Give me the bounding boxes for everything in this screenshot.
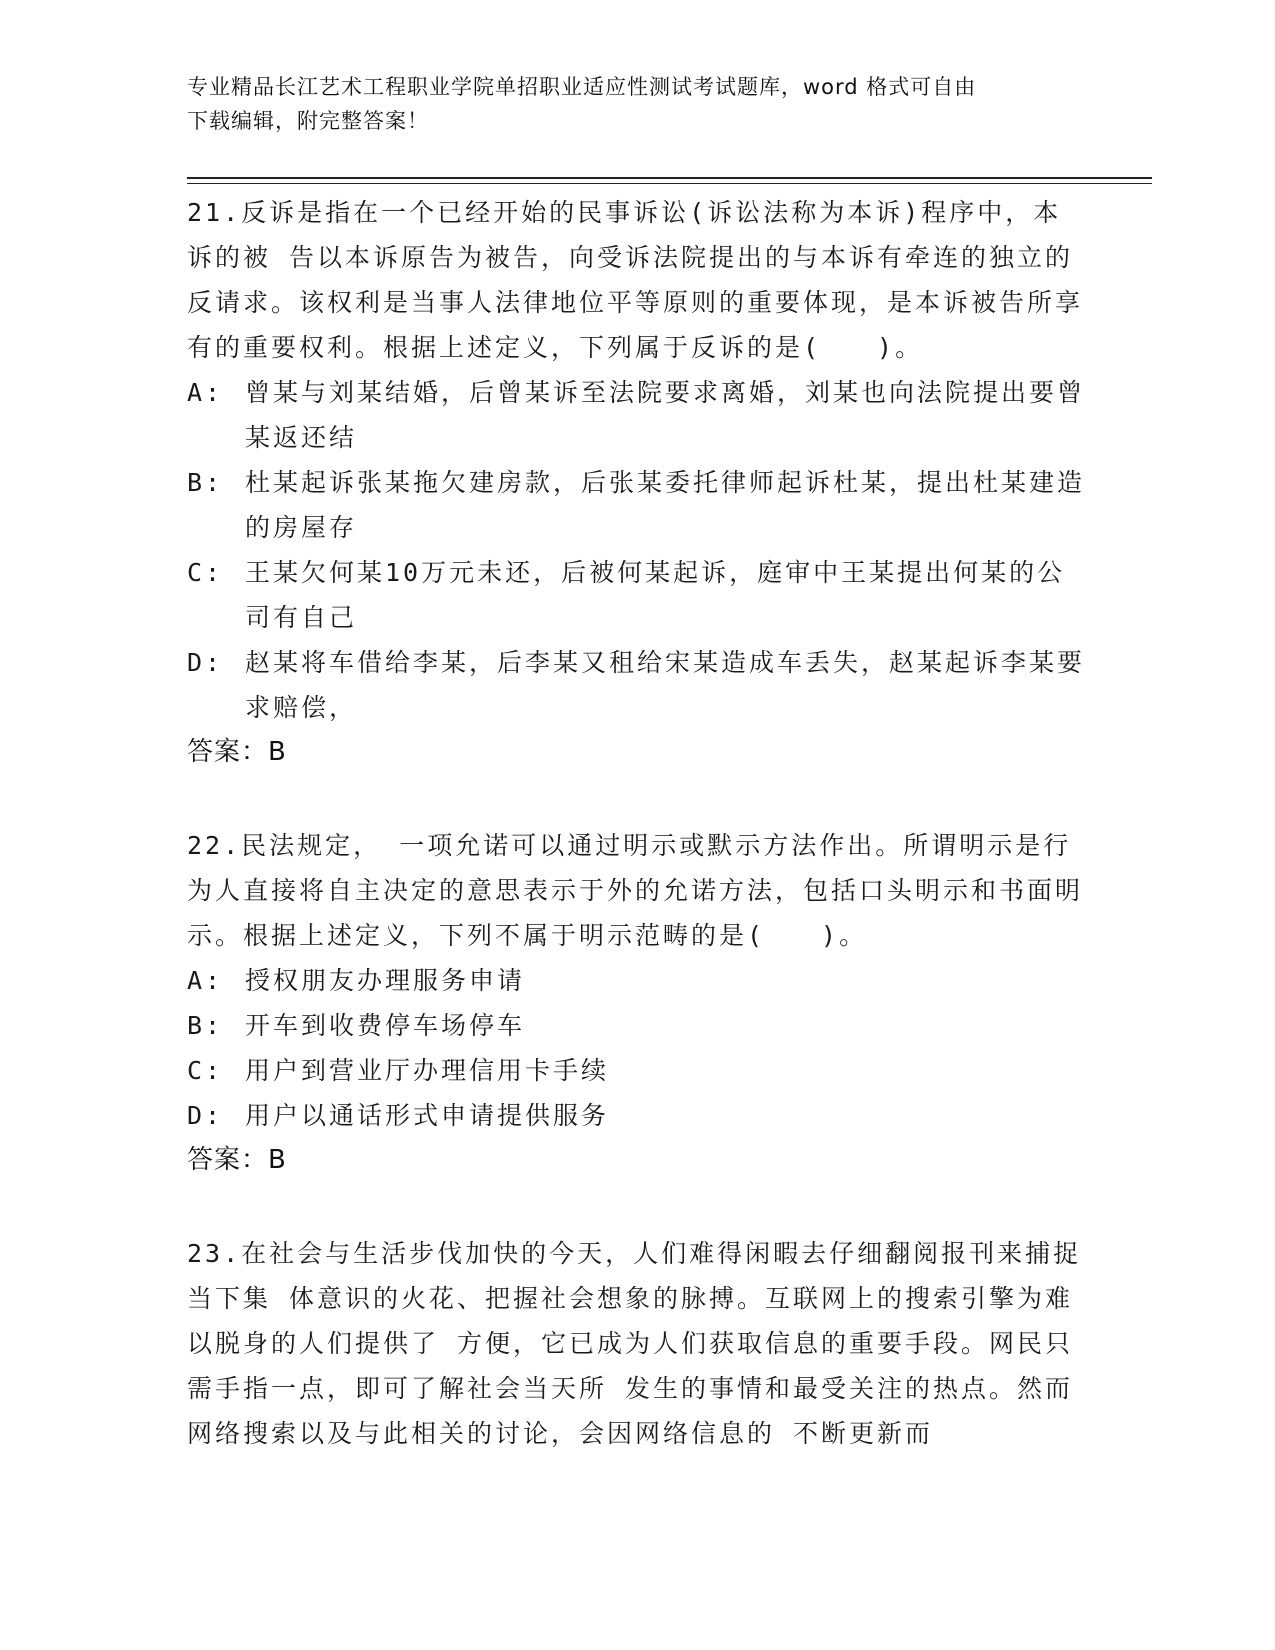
option-b <box>187 1003 1087 1048</box>
option-text: 开车到收费停车场停车 <box>245 1011 526 1040</box>
option-a <box>187 370 1087 460</box>
question-stem: 23.在社会与生活步伐加快的今天，人们难得闲暇去仔细翻阅报刊来捕捉当下集 体意识的火花、把握社会想象的脉搏。互联网上的搜索引擎为难以脱身的人们提供了 方便，它已成为人们获取信息的重要手段。网民只需手指一点，即可了解社会当天所 发生的事情和最受关注的热点。然而网络搜索以及与此相关的讨论，会因网络信息的 不断更新而 <box>187 1239 1082 1448</box>
option-d <box>187 1093 1087 1138</box>
option-key: A: <box>187 966 224 995</box>
option-b <box>187 460 1087 550</box>
header-line-2: 下载编辑，附完整答案！ <box>187 109 429 133</box>
option-key: B: <box>187 1011 224 1040</box>
question-21 <box>187 190 1087 775</box>
question-list <box>187 190 1087 1456</box>
option-text: 用户以通话形式申请提供服务 <box>245 1101 610 1130</box>
spacer <box>187 1183 1087 1231</box>
option-key: D: <box>187 1101 224 1130</box>
option-key: C: <box>187 558 224 587</box>
option-text: 赵某将车借给李某，后李某又租给宋某造成车丢失，赵某起诉李某要求赔偿， <box>245 648 1086 722</box>
option-a <box>187 958 1087 1003</box>
option-key: B: <box>187 468 224 497</box>
option-text: 授权朋友办理服务申请 <box>245 966 526 995</box>
header-divider-thick <box>187 177 1152 179</box>
option-text: 曾某与刘某结婚，后曾某诉至法院要求离婚，刘某也向法院提出要曾某返还结 <box>245 378 1086 452</box>
question-stem: 22.民法规定， 一项允诺可以通过明示或默示方法作出。所谓明示是行为人直接将自主决定的意思表示于外的允诺方法，包括口头明示和书面明示。根据上述定义，下列不属于明示范畴的是( )。 <box>187 831 1084 950</box>
question-23 <box>187 1231 1087 1456</box>
option-key: A: <box>187 378 224 407</box>
option-key: D: <box>187 648 224 677</box>
answer-label: 答案：B <box>187 1145 287 1175</box>
question-stem: 21.反诉是指在一个已经开始的民事诉讼(诉讼法称为本诉)程序中，本诉的被 告以本诉原告为被告，向受诉法院提出的与本诉有牵连的独立的反请求。该权利是当事人法律地位平等原则的重要体现，是本诉被告所享有的重要权利。根据上述定义，下列属于反诉的是( )。 <box>187 198 1084 362</box>
option-key: C: <box>187 1056 224 1085</box>
option-c <box>187 1048 1087 1093</box>
answer-label: 答案：B <box>187 737 287 767</box>
header-line-1: 专业精品长江艺术工程职业学院单招职业适应性测试考试题库，word 格式可自由 <box>187 75 977 99</box>
question-22 <box>187 823 1087 1183</box>
option-d <box>187 640 1087 730</box>
spacer <box>187 775 1087 823</box>
option-text: 王某欠何某10万元未还，后被何某起诉，庭审中王某提出何某的公司有自己 <box>245 558 1066 632</box>
document-header <box>187 70 1067 138</box>
header-divider-thin <box>187 183 1152 184</box>
option-text: 用户到营业厅办理信用卡手续 <box>245 1056 610 1085</box>
option-text: 杜某起诉张某拖欠建房款，后张某委托律师起诉杜某，提出杜某建造的房屋存 <box>245 468 1086 542</box>
option-c <box>187 550 1087 640</box>
